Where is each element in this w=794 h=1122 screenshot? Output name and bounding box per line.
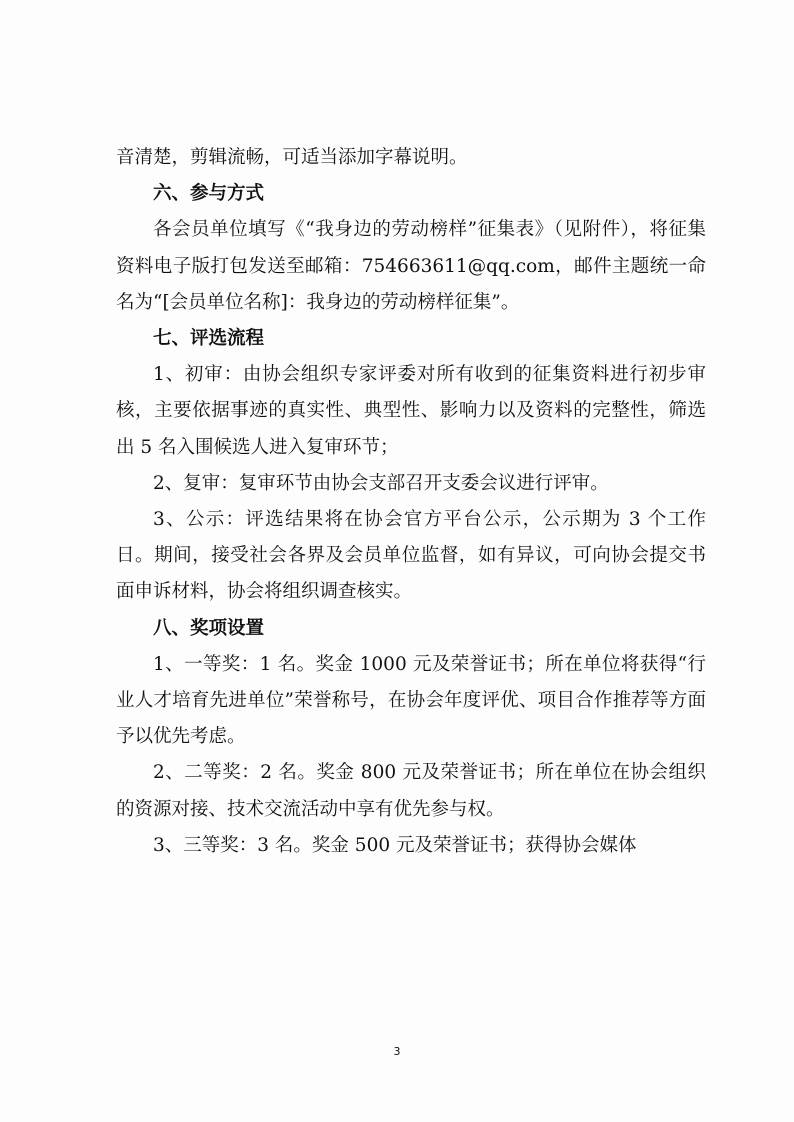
- paragraph-participation: 各会员单位填写《“我身边的劳动榜样”征集表》（见附件），将征集资料电子版打包发送至邮箱：754663611@qq.com，邮件主题统一命名为“[会员单位名称]：我身边的劳动榜样征集”。: [116, 219, 706, 313]
- paragraph-public-notice: 3、公示：评选结果将在协会官方平台公示，公示期为 3 个工作日。期间，接受社会各界及会员单位监督，如有异议，可向协会提交书面申诉材料，协会将组织调查核实。: [116, 509, 706, 603]
- paragraph-continuation: 音清楚，剪辑流畅，可适当添加字幕说明。: [116, 147, 468, 168]
- paragraph-second-review: 2、复审：复审环节由协会支部召开支委会议进行评审。: [153, 472, 609, 494]
- section-heading-participation: 六、参与方式: [153, 183, 265, 205]
- section-heading-selection-process: 七、评选流程: [153, 328, 265, 350]
- paragraph-third-prize: 3、三等奖：3 名。奖金 500 元及荣誉证书；获得协会媒体: [153, 834, 637, 856]
- paragraph-preliminary-review: 1、初审：由协会组织专家评委对所有收到的征集资料进行初步审核，主要依据事迹的真实性、典型性、影响力以及资料的完整性，筛选出 5 名入围候选人进入复审环节；: [116, 364, 706, 458]
- page-number: 3: [393, 1045, 401, 1058]
- paragraph-second-prize: 2、二等奖：2 名。奖金 800 元及荣誉证书；所在单位在协会组织的资源对接、技术交流活动中享有优先参与权。: [116, 762, 706, 820]
- document-body: [116, 140, 706, 864]
- paragraph-first-prize: 1、一等奖：1 名。奖金 1000 元及荣誉证书；所在单位将获得“行业人才培育先进单位”荣誉称号，在协会年度评优、项目合作推荐等方面予以优先考虑。: [116, 653, 706, 748]
- section-heading-awards: 八、奖项设置: [153, 617, 265, 639]
